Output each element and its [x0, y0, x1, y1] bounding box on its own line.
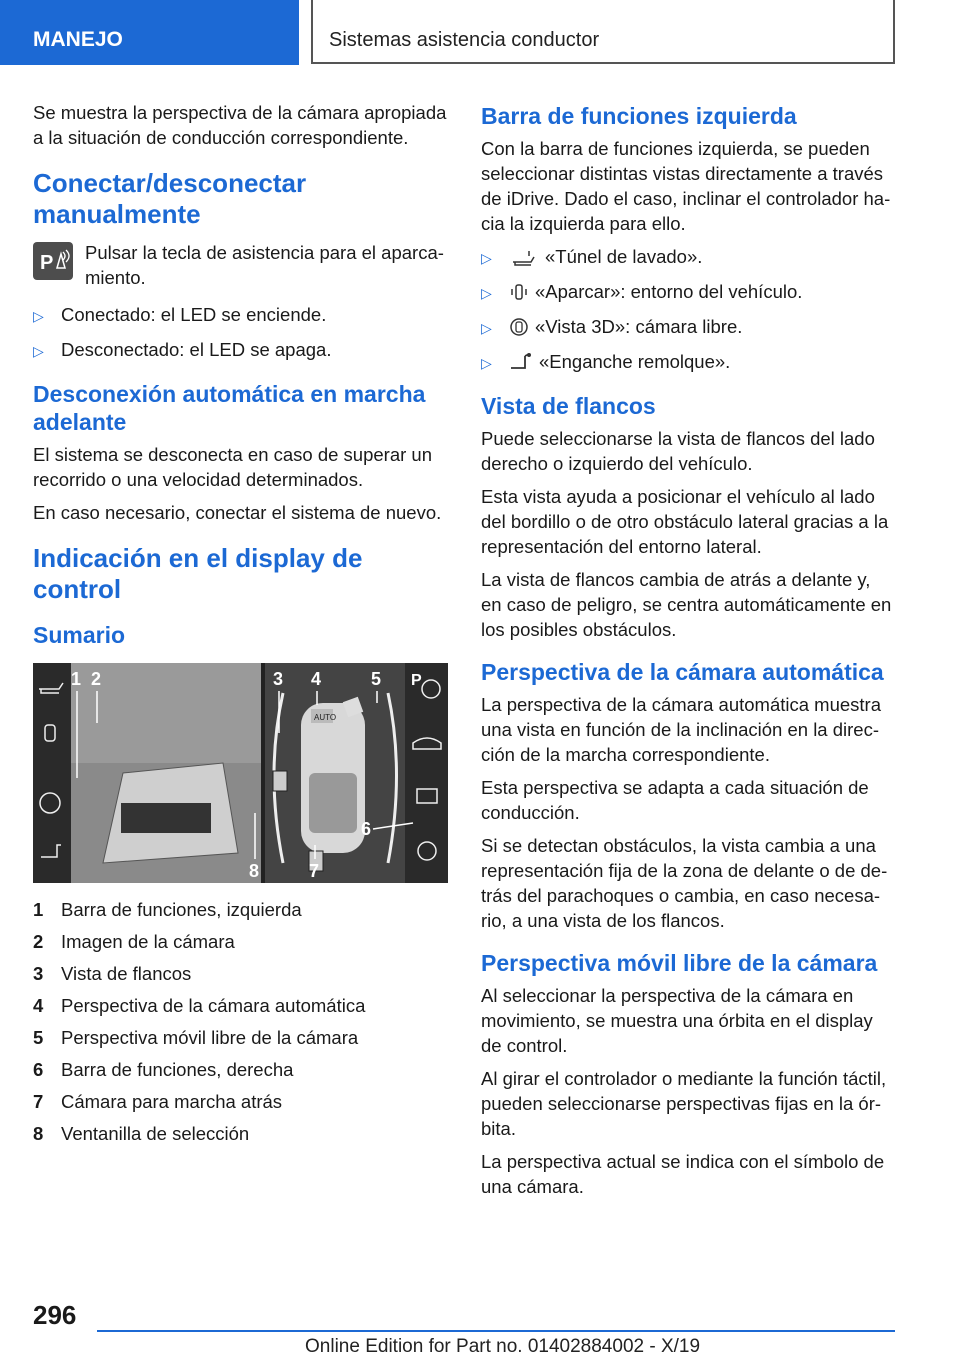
triangle-bullet-icon: ▷	[481, 250, 492, 266]
page-number: 296	[33, 1300, 77, 1330]
triangle-bullet-icon: ▷	[481, 285, 492, 301]
svg-text:7: 7	[309, 861, 320, 881]
flank-paragraph-1: Puede seleccionarse la vista de flancos del lado derecho o izquierdo del vehículo.	[481, 428, 875, 474]
key-instruction: Pulsar la tecla de asistencia para el aparcamiento.	[85, 242, 444, 288]
legend-item: 6 Barra de funciones, derecha	[33, 1059, 294, 1080]
left-column	[33, 100, 448, 1153]
legend-item: 1 Barra de funciones, izquierda	[33, 899, 302, 920]
auto-off-paragraph-1: El sistema se desconecta en caso de superar un recorrido o una velocidad determinados.	[33, 444, 433, 490]
svg-text:P: P	[411, 672, 422, 689]
auto-off-paragraph-2: En caso necesario, conectar el sistema de nuevo.	[33, 502, 442, 523]
camera-display-image	[33, 663, 448, 883]
trailer-hitch-icon	[509, 352, 533, 372]
triangle-bullet-icon: ▷	[481, 355, 492, 371]
triangle-bullet-icon: ▷	[33, 308, 44, 324]
flank-paragraph-2: Esta vista ayuda a posicionar el vehículo al lado del bordillo o de otro obstáculo lateral gracias a la representación del entorno lateral.	[481, 486, 889, 557]
right-column	[481, 100, 895, 1207]
svg-text:5: 5	[371, 669, 382, 689]
legend-item: 2 Imagen de la cámara	[33, 931, 235, 952]
svg-text:8: 8	[249, 861, 260, 881]
free-camera-paragraph-1: Al seleccionar la perspectiva de la cámara en movimiento, se muestra una órbita en el display de control.	[481, 985, 873, 1056]
free-camera-paragraph-3: La perspectiva actual se indica con el símbolo de una cámara.	[481, 1151, 885, 1197]
intro-paragraph: Se muestra la perspectiva de la cámara apropiada a la situación de conducción correspondiente.	[33, 102, 447, 148]
flank-paragraph-3: La vista de flancos cambia de atrás a delante y, en caso de peligro, se centra automáticamente en los posibles obstáculos.	[481, 569, 892, 640]
footer-divider	[97, 1330, 895, 1332]
triangle-bullet-icon: ▷	[33, 343, 44, 359]
car-wash-icon	[509, 247, 539, 267]
svg-text:6: 6	[361, 819, 372, 839]
chapter-tab	[311, 0, 895, 64]
chapter-title: Sistemas asistencia conductor	[329, 29, 600, 51]
svg-text:P: P	[40, 252, 54, 274]
svg-text:3: 3	[273, 669, 284, 689]
heading-left-bar: Barra de funciones izquierda	[481, 103, 797, 129]
svg-text:AUTO: AUTO	[314, 713, 337, 722]
legend-item: 4 Perspectiva de la cámara automática	[33, 995, 366, 1016]
legend-item: 5 Perspectiva móvil libre de la cámara	[33, 1027, 359, 1048]
heading-auto-camera: Perspectiva de la cámara automática	[481, 659, 884, 685]
heading-manual: Conectar/desconectar manualmente	[33, 168, 307, 229]
left-bar-item-3d: ▷ «Vista 3D»: cámara libre.	[481, 314, 895, 341]
view-3d-icon	[509, 317, 529, 337]
parking-assist-key-row	[33, 240, 448, 290]
heading-summary: Sumario	[33, 622, 126, 648]
auto-camera-paragraph-3: Si se detectan obstáculos, la vista cambia a una representación fija de la zona de delante o de detrás del parachoques o cambia, en caso necesario, a una vista de los flancos.	[481, 835, 888, 931]
legend-item: 3 Vista de flancos	[33, 963, 192, 984]
free-camera-paragraph-2: Al girar el controlador o mediante la función táctil, pueden seleccionarse perspectivas fijas en la órbita.	[481, 1068, 887, 1139]
bullet-off: ▷ Desconectado: el LED se apaga.	[33, 337, 448, 364]
car-surroundings-icon	[509, 282, 529, 302]
auto-camera-paragraph-2: Esta perspectiva se adapta a cada situación de conducción.	[481, 777, 869, 823]
left-bar-item-car-wash: ▷ «Túnel de lavado».	[481, 244, 895, 271]
left-bar-paragraph: Con la barra de funciones izquierda, se pueden seleccionar distintas vistas directamente a través de iDrive. Dado el caso, inclinar el controlador hacia la izquierda para ello.	[481, 138, 891, 234]
edition-footer: Online Edition for Part no. 01402884002 - X/19	[305, 1336, 701, 1357]
section-title: MANEJO	[33, 28, 123, 51]
heading-free-camera: Perspectiva móvil libre de la cámara	[481, 950, 878, 976]
left-bar-item-trailer: ▷ «Enganche remolque».	[481, 349, 895, 376]
heading-auto-off: Desconexión automática en marcha adelante	[33, 381, 426, 435]
heading-display: Indicación en el display de control	[33, 543, 363, 604]
svg-text:1: 1	[71, 669, 82, 689]
parking-assist-key-icon	[33, 242, 73, 280]
legend-item: 8 Ventanilla de selección	[33, 1123, 250, 1144]
svg-text:2: 2	[91, 669, 102, 689]
auto-camera-paragraph-1: La perspectiva de la cámara automática muestra una vista en función de la inclinación en la dirección de la marcha correspondiente.	[481, 694, 882, 765]
heading-flank-view: Vista de flancos	[481, 393, 656, 419]
bullet-on: ▷ Conectado: el LED se enciende.	[33, 302, 448, 329]
left-bar-item-park: ▷ «Aparcar»: entorno del vehículo.	[481, 279, 895, 306]
section-tab	[0, 0, 299, 65]
callout-legend	[33, 897, 448, 1146]
svg-text:4: 4	[311, 669, 322, 689]
legend-item: 7 Cámara para marcha atrás	[33, 1091, 283, 1112]
triangle-bullet-icon: ▷	[481, 320, 492, 336]
